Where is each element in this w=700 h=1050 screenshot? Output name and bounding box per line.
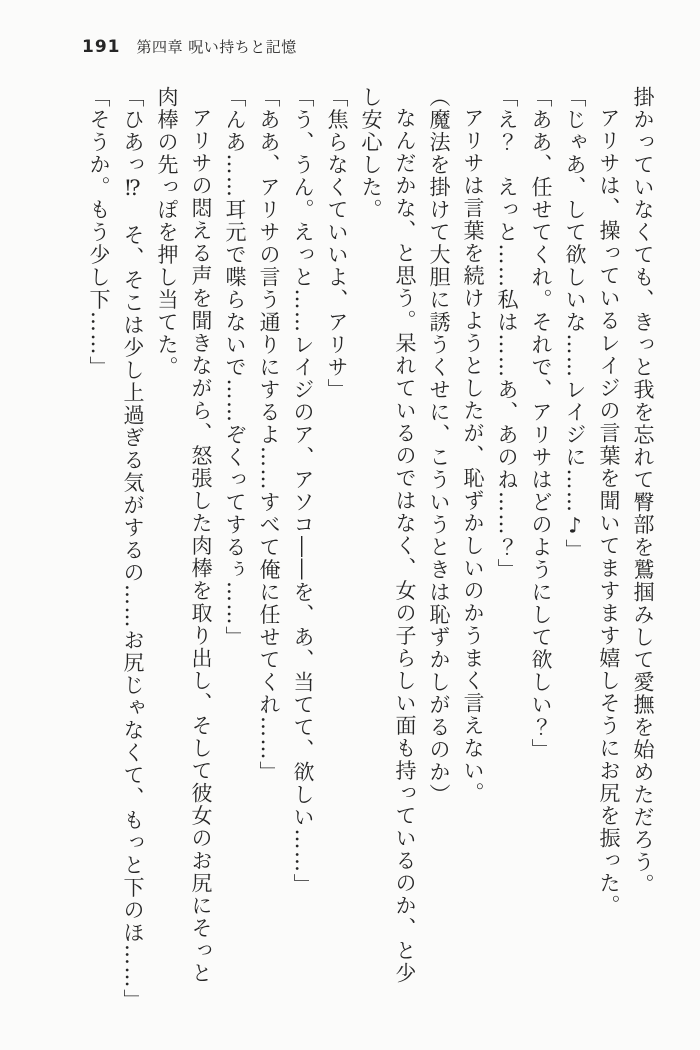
- chapter-title: 第四章 呪い持ちと記憶: [136, 38, 297, 56]
- text-line: 「え？ えっと……私は……あ、あのね……？」: [495, 86, 519, 581]
- text-line: 「じゃあ、して欲しいな……レイジに……♪」: [563, 86, 587, 562]
- text-line: アリサは言葉を続けようとしたが、恥ずかしいのかうまく言えない。: [461, 107, 485, 805]
- text-line: 「んあ……耳元で喋らないで……ぞくってするぅ……」: [223, 86, 247, 649]
- text-line: アリサは、操っているレイジの言葉を聞いてますます嬉しそうにお尻を振った。: [597, 107, 621, 917]
- text-line: し安心した。: [359, 86, 383, 221]
- text-line: 「そうか。もう少し下……」: [87, 86, 111, 379]
- text-line: 掛かっていなくても、きっと我を忘れて臀部を鷲掴みして愛撫を始めただろう。: [631, 86, 655, 896]
- text-line: 肉棒の先っぽを押し当てた。: [155, 86, 179, 379]
- vertical-text-block: [82, 86, 660, 1032]
- text-line: 「ひあっ⁉ そ、そこは少し上過ぎる気がするの……お尻じゃなくて、もっと下のほ……」: [121, 86, 145, 1012]
- text-line: 「焦らなくていいよ、アリサ」: [325, 86, 349, 401]
- text-line: 「ああ、アリサの言う通りにするよ……すべて俺に任せてくれ……」: [257, 86, 281, 784]
- text-line: なんだかな、と思う。呆れているのではなく、女の子らしい面も持っているのか、と少: [393, 107, 417, 985]
- running-header: [82, 36, 297, 57]
- text-line: アリサの悶える声を聞きながら、怒張した肉棒を取り出し、そして彼女のお尻にそっと: [189, 107, 213, 985]
- text-line: 「ああ、任せてくれ。それで、アリサはどのようにして欲しい？」: [529, 86, 553, 761]
- page-number: 191: [82, 37, 121, 57]
- text-line: 「う、うん。えっと……レイジのア、アソコ――を、あ、当てて、欲しい……」: [291, 86, 315, 896]
- text-line: （魔法を掛けて大胆に誘うくせに、こういうときは恥ずかしがるのか）: [427, 86, 451, 806]
